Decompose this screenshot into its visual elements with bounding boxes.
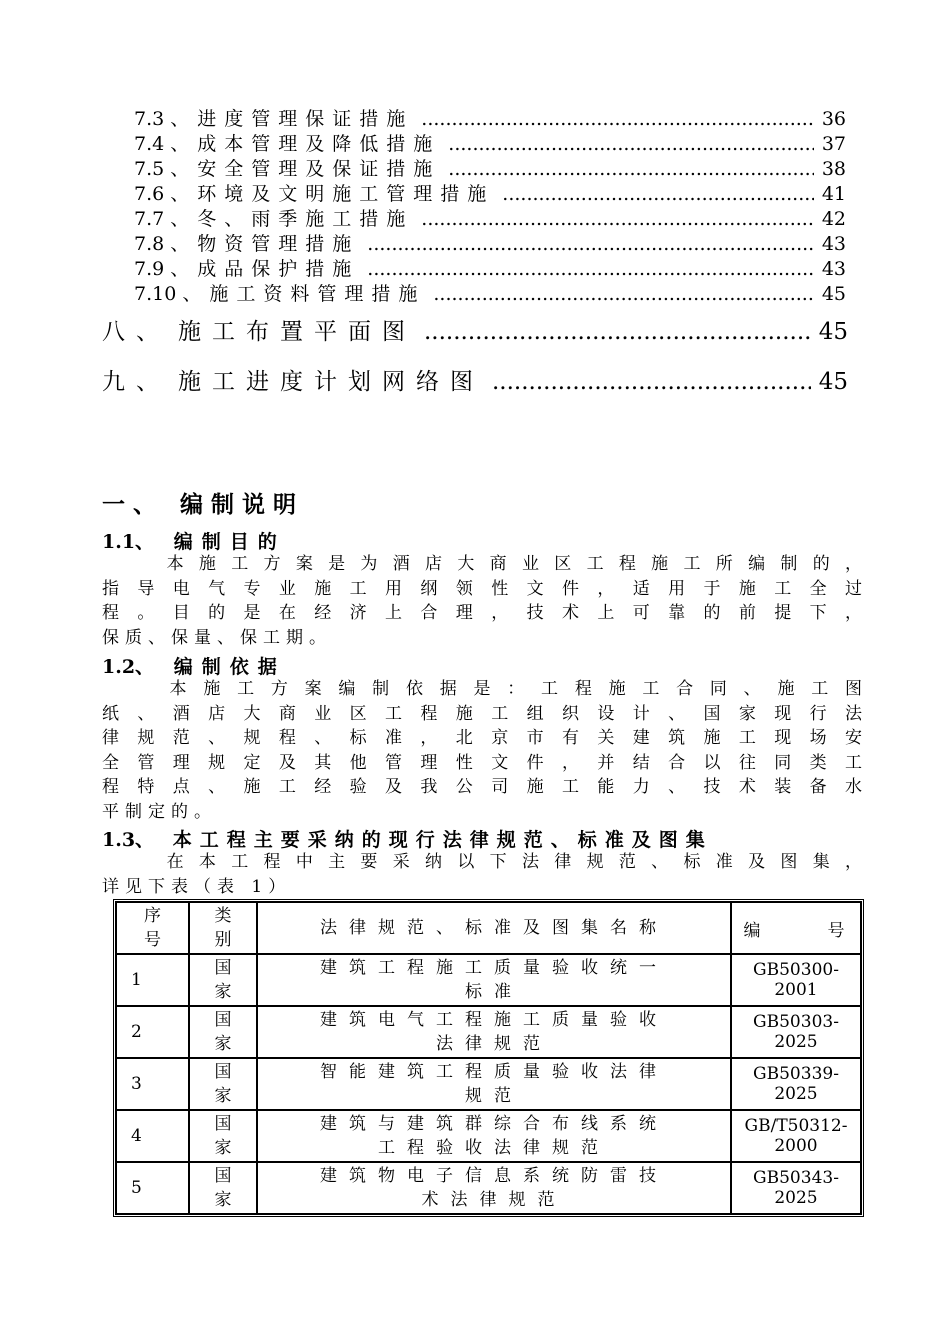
toc-number: 7.6 、 (134, 183, 190, 205)
paragraph-line: 指导电气专业施工用纲领性文件，适用于施工全过 (102, 578, 868, 599)
row-code: GB50339-2025 (731, 1058, 861, 1110)
row-number: 4 (116, 1110, 189, 1162)
toc-number: 7.3 、 (134, 108, 190, 130)
header-cell (189, 902, 257, 954)
toc-entry[interactable] (134, 254, 846, 279)
standards-table (113, 899, 864, 1217)
cell-text: 国 (214, 1062, 232, 1082)
row-number: 3 (116, 1058, 189, 1110)
cell-text: 建筑与建筑群综合布线系统 (320, 1114, 668, 1134)
toc-leader (433, 283, 813, 305)
paragraph (102, 850, 868, 899)
subsection-title: 编制依据 (173, 656, 286, 678)
cell-text: 建筑物电子信息系统防雷技 (320, 1166, 668, 1186)
row-number: 1 (116, 954, 189, 1006)
toc-title: 施工布置平面图 (178, 319, 416, 345)
toc-title: 环境及文明施工管理措施 (197, 183, 495, 205)
table-row (116, 1162, 861, 1214)
table-header-row (116, 902, 861, 954)
toc-title: 成品保护措施 (197, 258, 360, 280)
row-type (189, 1162, 257, 1214)
cell-text: 工程验收法律规范 (378, 1138, 610, 1158)
toc-title: 冬、雨季施工措施 (197, 208, 414, 230)
toc-leader (424, 319, 811, 345)
toc-number: 7.4 、 (134, 133, 190, 155)
row-code: GB50343-2025 (731, 1162, 861, 1214)
toc-number: 7.8 、 (134, 233, 190, 255)
table-row (116, 954, 861, 1006)
toc-number: 九、 (102, 369, 170, 395)
toc-leader (448, 158, 814, 180)
toc-entry[interactable] (134, 279, 846, 304)
row-number: 5 (116, 1162, 189, 1214)
cell-text: 标准 (465, 982, 523, 1002)
row-type (189, 1110, 257, 1162)
toc-leader (502, 183, 814, 205)
row-name (257, 1162, 731, 1214)
section-heading: 一、 编制说明 (102, 491, 305, 518)
row-type (189, 1058, 257, 1110)
paragraph (102, 677, 868, 824)
cell-text: 术法律规范 (421, 1190, 567, 1210)
subsection-title: 编制目的 (173, 531, 286, 553)
toc-page: 37 (821, 133, 846, 155)
table-row (116, 1058, 861, 1110)
subsection-heading (102, 527, 286, 554)
header-cell: 编 号 (731, 902, 861, 954)
toc-entry[interactable] (134, 154, 846, 179)
row-code: GB50303-2025 (731, 1006, 861, 1058)
subsection-title: 本工程主要采纳的现行法律规范、标准及图集 (172, 829, 713, 851)
subsection-heading (102, 652, 286, 679)
paragraph-line: 在本工程中主要采纳以下法律规范、标准及图集， (102, 852, 868, 872)
toc-number: 7.9 、 (134, 258, 190, 280)
paragraph-line: 本施工方案是为酒店大商业区工程施工所编制的， (102, 554, 868, 574)
toc-entry[interactable] (134, 179, 846, 204)
toc-leader (421, 208, 814, 230)
toc-number: 八、 (102, 319, 170, 345)
paragraph-line: 程特点、施工经验及我公司施工能力、技术装备水 (102, 777, 868, 797)
row-type (189, 1006, 257, 1058)
toc-title: 施工进度计划网络图 (178, 369, 484, 395)
toc-leader (492, 369, 811, 395)
cell-text: 国 (214, 1166, 232, 1186)
paragraph-line: 平制定的。 (102, 801, 217, 822)
toc-title: 物资管理措施 (197, 233, 360, 255)
toc-page: 42 (821, 208, 846, 230)
row-name (257, 954, 731, 1006)
row-name (257, 1058, 731, 1110)
toc-title: 安全管理及保证措施 (197, 158, 441, 180)
toc-entry[interactable] (102, 363, 848, 393)
paragraph-line: 全管理规定及其他管理性文件，并结合以往同类工 (102, 752, 868, 773)
row-code: GB/T50312-2000 (731, 1110, 861, 1162)
paragraph-line: 程。目的是在经济上合理，技术上可靠的前提下， (102, 603, 868, 623)
header-text: 号 (144, 930, 161, 950)
toc-page: 36 (821, 108, 846, 130)
toc-entry[interactable] (102, 313, 848, 343)
cell-text: 规范 (465, 1086, 523, 1106)
toc-number: 7.10 、 (134, 283, 202, 305)
paragraph (102, 552, 868, 650)
cell-text: 家 (214, 1138, 232, 1158)
paragraph-line: 详见下表（表 1） (102, 876, 292, 897)
toc-number: 7.7 、 (134, 208, 190, 230)
table-row (116, 1110, 861, 1162)
toc-title: 施工资料管理措施 (209, 283, 426, 305)
paragraph-line: 纸、酒店大商业区工程施工组织设计、国家现行法 (102, 703, 868, 724)
subsection-heading (102, 825, 713, 852)
row-name (257, 1110, 731, 1162)
cell-text: 国 (214, 958, 232, 978)
toc-page: 45 (818, 369, 848, 395)
cell-text: 智能建筑工程质量验收法律 (320, 1062, 668, 1082)
cell-text: 家 (214, 1034, 232, 1054)
paragraph-line: 本施工方案编制依据是：工程施工合同、施工图 (102, 679, 868, 699)
cell-text: 家 (214, 982, 232, 1002)
table-row (116, 1006, 861, 1058)
toc-page: 43 (821, 258, 846, 280)
cell-text: 法律规范 (436, 1034, 552, 1054)
header-text: 别 (214, 930, 232, 950)
header-cell: 法律规范、标准及图集名称 (257, 902, 731, 954)
toc-page: 45 (821, 283, 846, 305)
cell-text: 国 (214, 1010, 232, 1030)
row-type (189, 954, 257, 1006)
subsection-number: 1.1、 (102, 531, 155, 553)
toc-entry[interactable] (134, 129, 846, 154)
toc-title: 进度管理保证措施 (197, 108, 414, 130)
toc-leader (421, 108, 814, 130)
header-text: 类 (214, 906, 232, 926)
toc-entry[interactable] (134, 204, 846, 229)
toc-entry[interactable] (134, 229, 846, 254)
toc-entry[interactable] (134, 104, 846, 129)
row-code: GB50300-2001 (731, 954, 861, 1006)
cell-text: 家 (214, 1086, 232, 1106)
toc-leader (367, 258, 814, 280)
row-name (257, 1006, 731, 1058)
cell-text: 家 (214, 1190, 232, 1210)
header-text: 序 (144, 906, 161, 926)
cell-text: 建筑电气工程施工质量验收 (320, 1010, 668, 1030)
paragraph-line: 律规范、规程、标准，北京市有关建筑施工现场安 (102, 728, 868, 748)
row-number: 2 (116, 1006, 189, 1058)
toc-number: 7.5 、 (134, 158, 190, 180)
cell-text: 国 (214, 1114, 232, 1134)
toc-page: 43 (821, 233, 846, 255)
cell-text: 建筑工程施工质量验收统一 (320, 958, 668, 978)
header-cell (116, 902, 189, 954)
toc-page: 38 (821, 158, 846, 180)
toc-page: 45 (818, 319, 848, 345)
toc-leader (367, 233, 814, 255)
toc-leader (448, 133, 814, 155)
subsection-number: 1.2、 (102, 656, 155, 678)
toc-page: 41 (821, 183, 846, 205)
paragraph-line: 保质、保量、保工期。 (102, 627, 332, 648)
toc-title: 成本管理及降低措施 (197, 133, 441, 155)
subsection-number: 1.3、 (102, 829, 155, 851)
